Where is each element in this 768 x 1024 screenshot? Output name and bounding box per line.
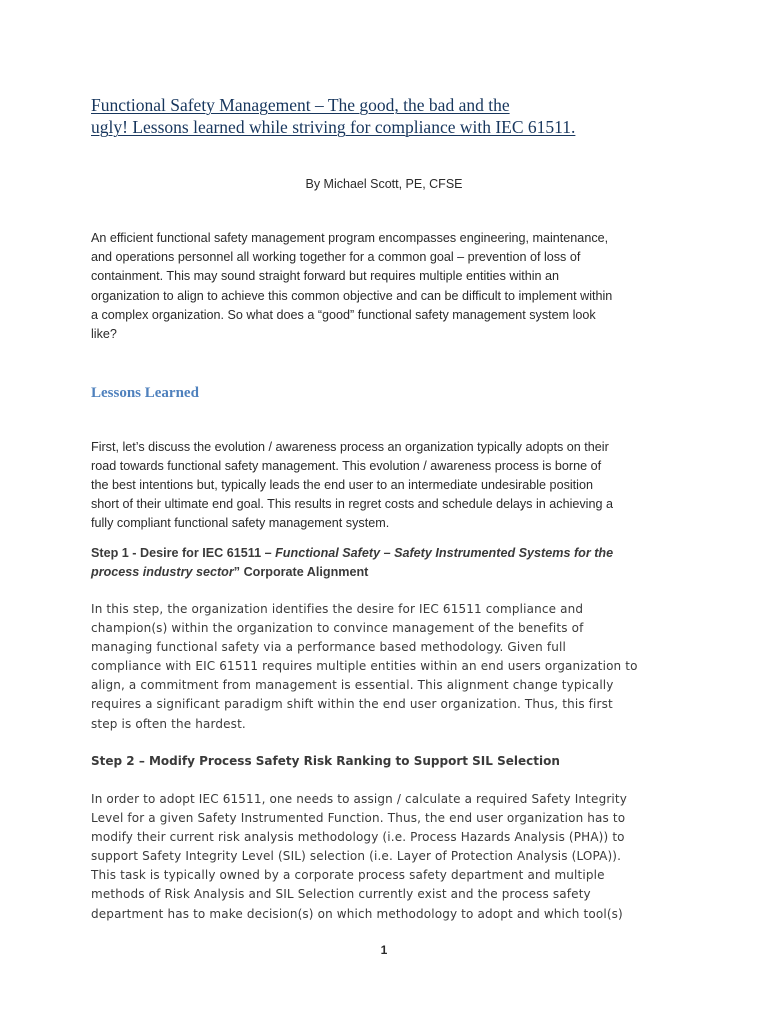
step-1-italic-2: process industry sector [91, 565, 234, 579]
step-1-italic: Functional Safety – Safety Instrumented Systems for the [275, 546, 614, 560]
evolution-line: the best intentions but, typically leads the end user to an intermediate undesirable position [91, 478, 593, 492]
step-2-line: support Safety Integrity Level (SIL) selection (i.e. Layer of Protection Analysis (LOPA)). [91, 849, 622, 864]
step-1-line: step is often the hardest. [91, 716, 246, 731]
step-2-line: methods of Risk Analysis and SIL Selection currently exist and the process safety [91, 887, 591, 902]
evolution-line: fully compliant functional safety management system. [91, 516, 390, 530]
step-1-line: requires a significant paradigm shift within the end user organization. Thus, this first [91, 697, 613, 712]
intro-line: An efficient functional safety management program encompasses engineering, maintenance, [91, 231, 609, 245]
step-1-line: champion(s) within the organization to convince management of the benefits of [91, 621, 584, 636]
intro-paragraph [91, 229, 612, 344]
evolution-line: road towards functional safety management. This evolution / awareness process is borne of [91, 459, 602, 473]
evolution-line: First, let’s discuss the evolution / awareness process an organization typically adopts on their [91, 440, 609, 454]
step-1-body [91, 600, 638, 734]
evolution-paragraph [91, 438, 613, 533]
step-2-body [91, 790, 627, 924]
title-line-1: Functional Safety Management – The good, the bad and the [91, 95, 510, 115]
document-title [91, 94, 691, 138]
title-line-2: ugly! Lessons learned while striving for compliance with IEC 61511. [91, 117, 576, 137]
step-2-line: In order to adopt IEC 61511, one needs to assign / calculate a required Safety Integrity [91, 792, 628, 806]
intro-line: like? [91, 327, 117, 342]
evolution-line: short of their ultimate end goal. This results in regret costs and schedule delays in achieving a [91, 497, 613, 511]
step-2-line: modify their current risk analysis methodology (i.e. Process Hazards Analysis (PHA)) to [91, 830, 625, 845]
step-2-heading: Step 2 – Modify Process Safety Risk Ranking to Support SIL Selection [91, 754, 560, 768]
intro-line: organization to align to achieve this common objective and can be difficult to implement within [91, 288, 613, 303]
step-1-heading [91, 544, 613, 582]
step-1-line: managing functional safety via a performance based methodology. Given full [91, 640, 566, 655]
author-byline: By Michael Scott, PE, CFSE [305, 177, 463, 191]
step-2-line: Level for a given Safety Instrumented Function. Thus, the end user organization has to [91, 811, 626, 826]
intro-line: and operations personnel all working together for a common goal – prevention of loss of [91, 250, 581, 265]
step-2-line: This task is typically owned by a corporate process safety department and multiple [91, 868, 605, 883]
step-2-line: department has to make decision(s) on which methodology to adopt and which tool(s) [91, 906, 623, 921]
step-1-prefix: Step 1 - Desire for IEC 61511 – [91, 546, 276, 560]
step-1-suffix: ” Corporate Alignment [233, 565, 369, 579]
step-1-line: compliance with EIC 61511 requires multiple entities within an end users organization to [91, 659, 638, 674]
step-1-line: In this step, the organization identifies the desire for IEC 61511 compliance and [91, 602, 584, 616]
page-number: 1 [380, 943, 388, 957]
step-1-line: align, a commitment from management is essential. This alignment change typically [91, 678, 614, 693]
intro-line: containment. This may sound straight forward but requires multiple entities within an [91, 269, 560, 284]
intro-line: a complex organization. So what does a “good” functional safety management system look [91, 307, 596, 322]
section-heading: Lessons Learned [91, 385, 199, 401]
